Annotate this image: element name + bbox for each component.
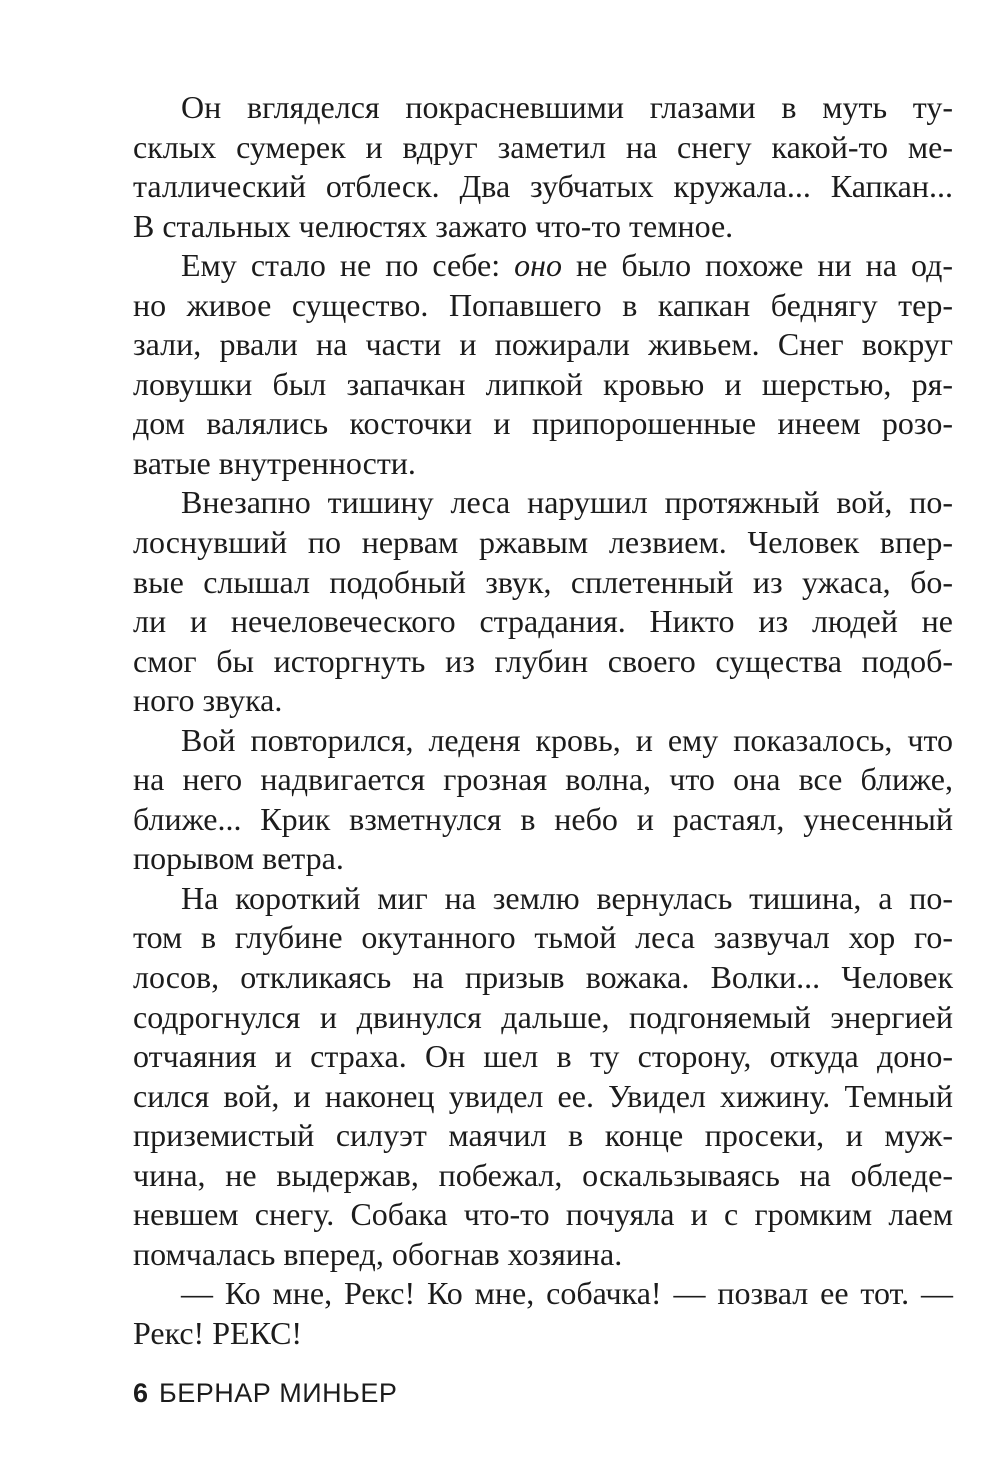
paragraph-3 — [133, 483, 953, 720]
text-line: склых сумерек и вдруг заметил на снегу какой-то ме- — [133, 128, 953, 165]
text-line: но живое существо. Попавшего в капкан беднягу тер- — [133, 286, 953, 323]
text-line: ватые внутренности. — [133, 444, 416, 481]
text-line: вые слышал подобный звук, сплетенный из ужаса, бо- — [133, 563, 953, 600]
text-run: Ему стало не по себе: — [181, 247, 515, 284]
paragraph-1 — [133, 88, 953, 246]
text-line: — Ко мне, Рекс! Ко мне, собачка! — позвал ее тот. — — [181, 1275, 953, 1312]
text-line: лоснувший по нервам ржавым лезвием. Человек впер- — [133, 524, 953, 561]
text-line: В стальных челюстях зажато что-то темное. — [133, 207, 734, 244]
text-line: невшем снегу. Собака что-то почуяла и с громким лаем — [133, 1196, 953, 1233]
text-line: таллический отблеск. Два зубчатых кружала... Капкан... — [133, 168, 953, 205]
paragraph-2 — [133, 246, 953, 483]
text-line: чина, не выдержав, побежал, оскальзываясь на обледе- — [133, 1156, 953, 1193]
text-line: сился вой, и наконец увидел ее. Увидел хижину. Темный — [133, 1077, 953, 1114]
paragraph-6 — [133, 1274, 953, 1353]
running-footer — [133, 1376, 397, 1410]
text-line: порывом ветра. — [133, 840, 344, 877]
text-run: не было похоже ни на од- — [562, 247, 954, 284]
page-number: 6 — [133, 1378, 149, 1408]
text-line: отчаяния и страха. Он шел в ту сторону, откуда доно- — [133, 1038, 953, 1075]
paragraph-5 — [133, 879, 953, 1274]
text-line: Внезапно тишину леса нарушил протяжный вой, по- — [181, 484, 953, 521]
text-line: На короткий миг на землю вернулась тишина, а по- — [181, 879, 953, 916]
text-line: дом валялись косточки и припорошенные инеем розо- — [133, 405, 953, 442]
text-line: приземистый силуэт маячил в конце просеки, и муж- — [133, 1117, 953, 1154]
text-line: Он вгляделся покрасневшими глазами в муть ту- — [181, 89, 953, 125]
text-line — [133, 246, 953, 286]
text-line: помчалась вперед, обогнав хозяина. — [133, 1235, 623, 1272]
text-line: ного звука. — [133, 682, 283, 719]
text-line: Рекс! РЕКС! — [133, 1314, 303, 1351]
text-line: ловушки был запачкан липкой кровью и шерстью, ря- — [133, 365, 953, 402]
text-line: лосов, откликаясь на призыв вожака. Волки... Человек — [133, 959, 953, 996]
text-line: ближе... Крик взметнулся в небо и растаял, унесенный — [133, 800, 953, 837]
emphasis-text: оно — [514, 247, 563, 284]
text-line: на него надвигается грозная волна, что она все ближе, — [133, 761, 953, 798]
text-line: содрогнулся и двинулся дальше, подгоняемый энергией — [133, 998, 953, 1035]
text-line: зали, рвали на части и пожирали живьем. Снег вокруг — [133, 326, 953, 363]
text-line: ли и нечеловеческого страдания. Никто из людей не — [133, 603, 953, 640]
text-line: том в глубине окутанного тьмой леса зазвучал хор го- — [133, 919, 953, 956]
text-line: Вой повторился, леденя кровь, и ему показалось, что — [181, 721, 953, 758]
author-name: БЕРНАР МИНЬЕР — [159, 1378, 398, 1408]
paragraph-4 — [133, 721, 953, 879]
page-body — [133, 88, 953, 1354]
text-line: смог бы исторгнуть из глубин своего существа подоб- — [133, 642, 953, 679]
